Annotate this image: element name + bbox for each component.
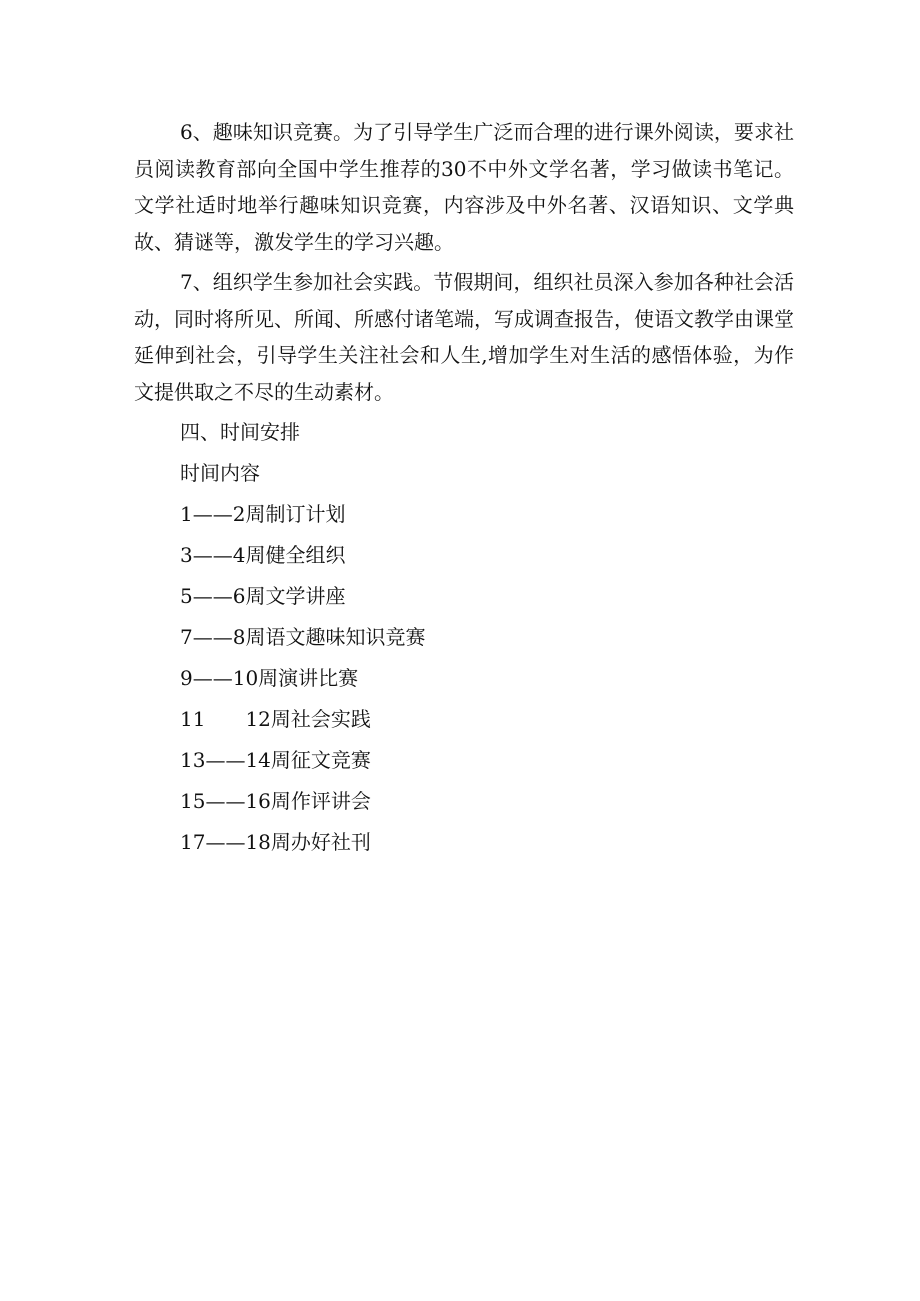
paragraph-social-practice: 7、组织学生参加社会实践。节假期间，组织社员深入参加各种社会活动，同时将所见、所闻、所感付诸笔端，写成调查报告，使语文教学由课堂延伸到社会，引导学生关注社会和人生,增加学生对生活的感悟体验，为作文提供取之不尽的生动素材。: [134, 270, 794, 404]
schedule-item: 1——2周制订计划: [180, 502, 346, 526]
section-heading-schedule: 四、时间安排: [180, 420, 300, 444]
paragraph-trivia-contest: 6、趣味知识竞赛。为了引导学生广泛而合理的进行课外阅读，要求社员阅读教育部向全国中学生推荐的30不中外文学名著，学习做读书笔记。文学社适时地举行趣味知识竞赛，内容涉及中外名著、汉语知识、文学典故、猜谜等，激发学生的学习兴趣。: [134, 120, 794, 254]
schedule-item: 7——8周语文趣味知识竞赛: [180, 625, 426, 649]
schedule-item: 17——18周办好社刊: [180, 830, 371, 854]
schedule-item: 13——14周征文竞赛: [180, 748, 371, 772]
schedule-header: 时间内容: [180, 461, 260, 485]
schedule-list: [134, 496, 794, 865]
schedule-item: 15——16周作评讲会: [180, 789, 371, 813]
schedule-item: 11 12周社会实践: [180, 707, 371, 731]
schedule-item: 3——4周健全组织: [180, 543, 346, 567]
schedule-item: 5——6周文学讲座: [180, 584, 346, 608]
document-body: [134, 114, 794, 865]
schedule-item: 9——10周演讲比赛: [180, 666, 359, 690]
